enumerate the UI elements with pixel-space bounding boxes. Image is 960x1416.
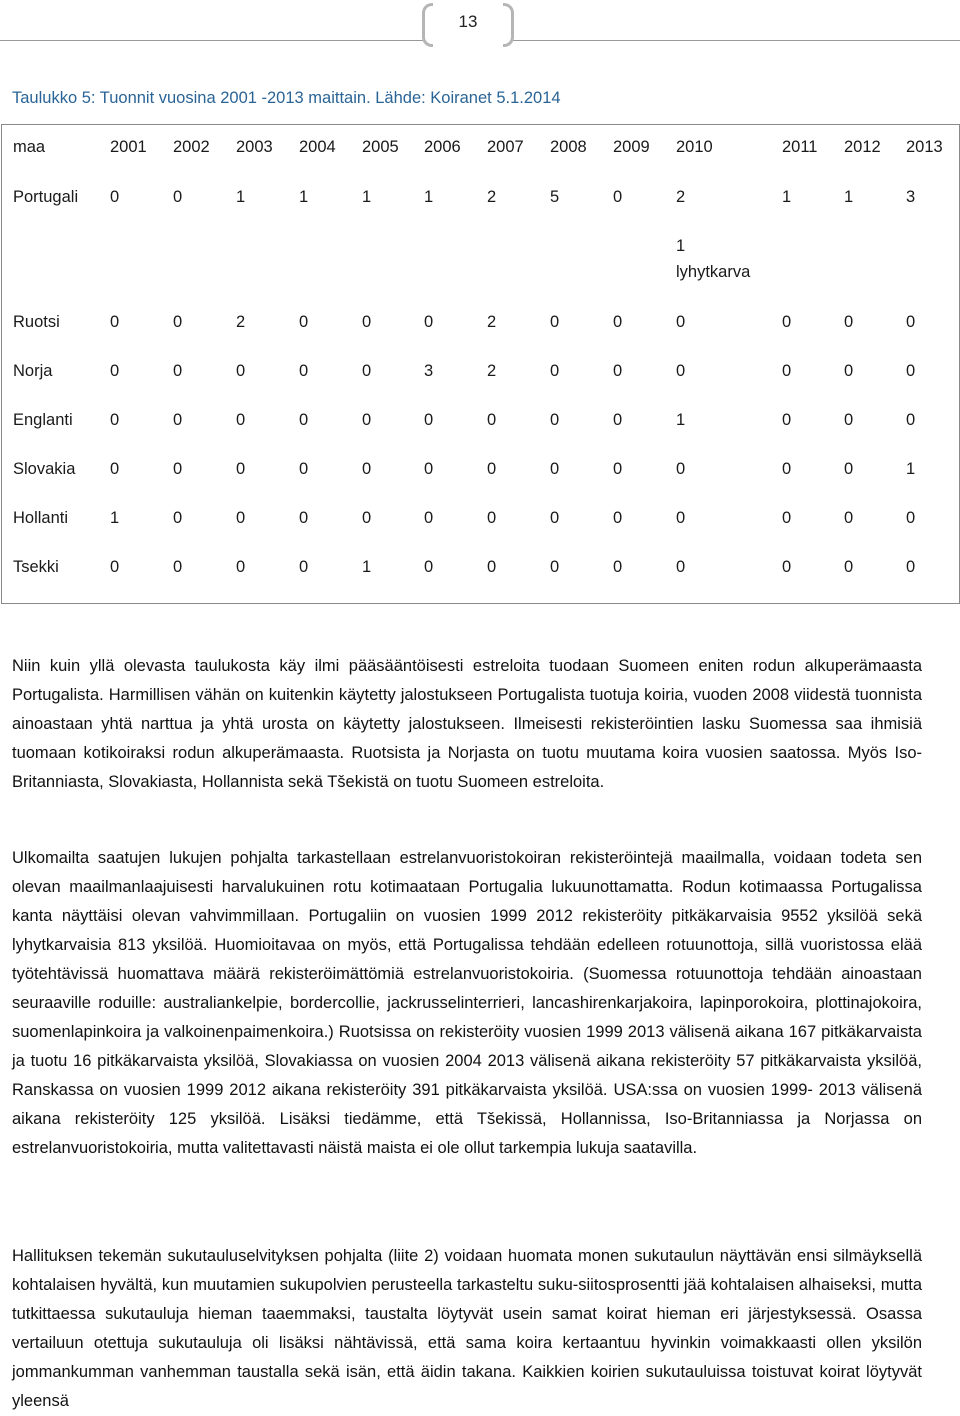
paragraph-text: Ulkomailta saatujen lukujen pohjalta tarkastellaan estrelanvuoristokoiran rekisteröintejä maailmalla, voidaan todeta sen olevan maailmanlaajuisesti harvalukuinen rotu kotimaataan Portugalia lukuunottamatta. Rodun kotimaassa Portugalissa kanta näyttäisi olevan vahvimmillaan. Portugaliin on vuosien 1999 2012 rekisteröity pitkäkarvaisia 9552 yksilöä sekä lyhytkarvaisia 813 yksilöä. Huomioitavaa on myös, että Portugalissa tehdään edelleen rotuunottoja, sillä vuoristossa elää työtehtävissä huomattava määrä rekisteröimättömiä estrelanvuoristokoiria. (Suomessa rotuunottoja tehdään ainoastaan seuraaville roduille: australiankelpie, bordercollie, jackrusselinterrieri, lancashirenkarjakoira, lapinporokoira, plottinajokoira, suomenlapinkoira ja valkoinenpaimenkoira.) Ruotsissa on rekisteröity vuosien 1999 2013 välisenä aikana 167 pitkäkarvaista ja tuotu 16 pitkäkarvaista yksilöä, Slovakiassa on vuosien 2004 2013 välisenä aikana rekisteröity 57 pitkäkarvaista yksilöä, Ranskassa on vuosien 1999 2012 aikana rekisteröity 391 pitkäkarvaista yksilöä. USA:ssa on vuosien 1999- 2013 välisenä aikana rekisteröity 125 yksilöä. Lisäksi tiedämme, että Tšekissä, Hollannissa, Iso-Britanniassa ja Norjassa on estrelanvuoristokoiria, mutta valitettavasti näistä maista ei ole ollut tarkempia lukuja saatavilla. [12,849,922,1157]
value-cell: 0 [173,313,183,331]
value-cell: 3 [424,362,434,380]
value-cell: 0 [844,558,854,576]
value-cell: 0 [362,460,372,478]
value-cell: 0 [782,509,792,527]
value-cell: 0 [487,411,497,429]
value-cell: 0 [613,509,623,527]
value-cell: 0 [424,509,434,527]
paragraph [12,844,922,1163]
country-cell: Portugali [13,188,79,206]
value-cell: 0 [299,313,309,331]
country-cell: Hollanti [13,509,69,527]
value-cell: 0 [173,362,183,380]
table-header-row [2,138,959,164]
table-row [2,509,959,535]
value-cell: 0 [299,509,309,527]
value-cell: 0 [236,460,246,478]
value-cell: 0 [236,362,246,380]
table-caption: Taulukko 5: Tuonnit vuosina 2001 -2013 maittain. Lähde: Koiranet 5.1.2014 [12,89,561,107]
value-cell: 0 [487,460,497,478]
value-cell: 5 [550,188,560,206]
value-cell: 2 [236,313,246,331]
value-cell: 0 [906,362,916,380]
table-note-row [2,237,959,263]
value-cell: 0 [110,411,120,429]
value-cell: 1 [424,188,434,206]
value-cell: 0 [906,411,916,429]
paragraph-text: Hallituksen tekemän sukutauluselvityksen pohjalta (liite 2) voidaan huomata monen sukutaulun näyttävän ensi silmäyksellä kohtalaisen hyvältä, kun muutamien sukupolvien perusteella tarkasteltu suku-siitosprosentti jää kohtalaisen alhaiseksi, mutta tutkittaessa sukutauluja hieman taaemmaksi, taustalta löytyvät usein samat koirat hieman eri järjestyksessä. Osassa vertailuun otettuja sukutauluja oli lisäksi nähtävissä, että sama koira kertaantuu hyvinkin voimakkaasti ollen yksilön jommankumman vanhemman taustalla sekä isän, että äidin takana. Kaikkien koirien sukutauluissa toistuvat koirat löytyvät yleensä [12,1247,922,1410]
header-cell: 2010 [676,138,713,156]
value-cell: 0 [299,460,309,478]
value-cell: 0 [906,509,916,527]
table-row [2,313,959,339]
value-cell: 1 [236,188,246,206]
value-cell: 0 [676,362,686,380]
header-cell: 2011 [782,138,818,156]
value-cell: 0 [424,313,434,331]
value-cell: 1 [362,188,372,206]
table-row [2,188,959,214]
value-cell: 0 [613,362,623,380]
header-cell: 2003 [236,138,273,156]
header-cell: 2001 [110,138,147,156]
value-cell: 0 [906,313,916,331]
value-cell: 0 [782,558,792,576]
value-cell: 0 [236,558,246,576]
value-cell: 0 [424,558,434,576]
value-cell: 1 [906,460,916,478]
value-cell: 0 [110,188,120,206]
value-cell: 0 [362,313,372,331]
country-cell: Englanti [13,411,73,429]
value-cell: 0 [424,411,434,429]
header-cell: 2007 [487,138,524,156]
header-cell: 2004 [299,138,336,156]
value-cell: 0 [110,362,120,380]
country-cell: Norja [13,362,53,380]
table-row [2,362,959,388]
page-number-badge [422,3,514,43]
table-note-row [2,263,959,289]
value-cell: 0 [844,313,854,331]
value-cell: 1 [676,411,686,429]
value-cell: 0 [782,362,792,380]
value-cell: 0 [844,460,854,478]
value-cell: 0 [613,558,623,576]
page-number: 13 [458,12,478,31]
value-cell: 1 [110,509,120,527]
paragraph-text: Niin kuin yllä olevasta taulukosta käy ilmi pääsääntöisesti estreloita tuodaan Suomeen eniten rodun alkuperämaasta Portugalista. Harmillisen vähän on kuitenkin käytetty jalostukseen Portugalista tuotuja koiria, vuoden 2008 viidestä tuonnista ainoastaan yhtä narttua ja yhtä urosta on käytetty jalostukseen. Ilmeisesti rekisteröintien lasku Suomessa saa ihmisiä tuomaan kotikoiraksi rodun alkuperämaasta. Ruotsista ja Norjasta on tuotu muutama koira vuosien saatossa. Myös Iso-Britanniasta, Slovakiasta, Hollannista sekä Tšekistä on tuotu Suomeen estreloita. [12,657,922,791]
value-cell: 0 [236,411,246,429]
country-cell: Slovakia [13,460,76,478]
value-cell: 1 [362,558,372,576]
paragraph [12,652,922,797]
value-cell: 0 [844,411,854,429]
value-cell: 0 [487,558,497,576]
header-cell: maa [13,138,46,156]
header-cell: 2013 [906,138,943,156]
value-cell: 0 [550,558,560,576]
header-cell: 2009 [613,138,650,156]
value-cell: 3 [906,188,916,206]
value-cell: 0 [613,411,623,429]
value-cell: 0 [550,509,560,527]
value-cell: 2 [487,362,497,380]
value-cell: 0 [173,558,183,576]
value-cell: 0 [173,509,183,527]
value-cell: 0 [299,411,309,429]
header-rule-right [512,40,960,41]
value-cell: 0 [362,411,372,429]
value-cell: 0 [110,313,120,331]
value-cell: 0 [550,313,560,331]
imports-table [1,124,960,604]
note-cell: lyhytkarva [676,263,751,281]
value-cell: 0 [299,558,309,576]
table-row [2,558,959,584]
country-cell: Tsekki [13,558,59,576]
value-cell: 0 [613,188,623,206]
value-cell: 0 [236,509,246,527]
value-cell: 0 [676,509,686,527]
table-row [2,411,959,437]
header-rule-left [0,40,424,41]
value-cell: 0 [676,558,686,576]
value-cell: 0 [362,362,372,380]
header-cell: 2012 [844,138,881,156]
header-cell: 2002 [173,138,210,156]
value-cell: 0 [782,460,792,478]
table-row [2,460,959,486]
value-cell: 0 [550,411,560,429]
value-cell: 1 [844,188,854,206]
value-cell: 0 [110,558,120,576]
header-cell: 2006 [424,138,461,156]
value-cell: 1 [299,188,309,206]
value-cell: 0 [613,460,623,478]
value-cell: 0 [550,460,560,478]
value-cell: 0 [676,313,686,331]
value-cell: 0 [424,460,434,478]
value-cell: 0 [362,509,372,527]
value-cell: 0 [110,460,120,478]
value-cell: 2 [676,188,686,206]
value-cell: 0 [173,411,183,429]
paragraph [12,1242,922,1416]
value-cell: 0 [299,362,309,380]
value-cell: 0 [173,460,183,478]
value-cell: 0 [782,411,792,429]
value-cell: 0 [676,460,686,478]
value-cell: 0 [906,558,916,576]
value-cell: 0 [550,362,560,380]
header-cell: 2005 [362,138,399,156]
note-cell: 1 [676,237,686,255]
value-cell: 2 [487,313,497,331]
country-cell: Ruotsi [13,313,60,331]
value-cell: 0 [487,509,497,527]
value-cell: 0 [844,509,854,527]
header-cell: 2008 [550,138,587,156]
value-cell: 0 [782,313,792,331]
value-cell: 2 [487,188,497,206]
value-cell: 0 [613,313,623,331]
value-cell: 0 [173,188,183,206]
value-cell: 0 [844,362,854,380]
value-cell: 1 [782,188,792,206]
